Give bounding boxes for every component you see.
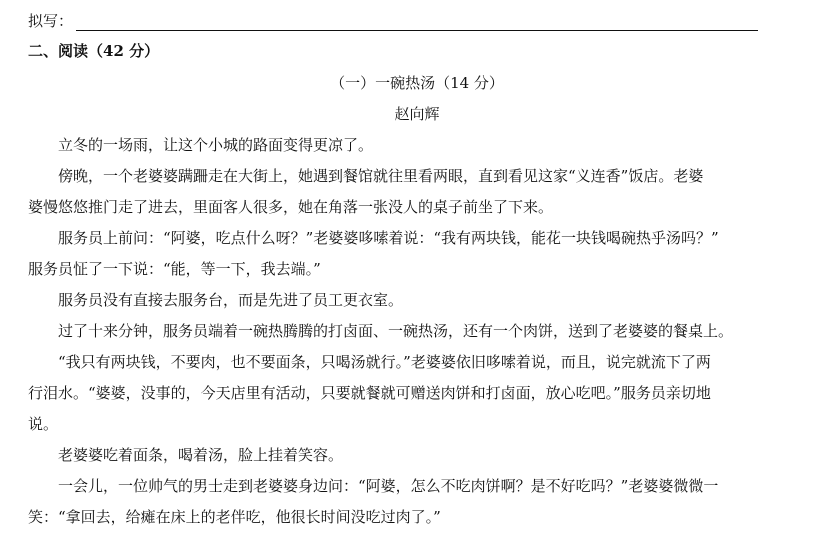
- paragraph-line: 笑：“拿回去，给瘫在床上的老伴吃，他很长时间没吃过肉了。”: [28, 508, 441, 526]
- draft-label: 拟写：: [28, 12, 74, 30]
- paragraph-line: 傍晚，一个老婆婆蹒跚走在大街上，她遇到餐馆就往里看两眼，直到看见这家“义连香”饭店。老婆: [58, 167, 704, 185]
- paragraph-line: 老婆婆吃着面条，喝着汤，脸上挂着笑容。: [58, 446, 344, 464]
- article-title: （一）一碗热汤（14 分）: [330, 74, 504, 92]
- paragraph-line: 说。: [28, 415, 59, 433]
- paragraph-line: “我只有两块钱，不要肉，也不要面条，只喝汤就行。”老婆婆依旧哆嗦着说，而且，说完就流下了两: [58, 353, 711, 371]
- article-author: 赵向辉: [394, 105, 440, 123]
- draft-row: [28, 8, 738, 34]
- paragraph-line: 服务员上前问：“阿婆，吃点什么呀？”老婆婆哆嗦着说：“我有两块钱，能花一块钱喝碗热乎汤吗？”: [58, 229, 719, 247]
- paragraph-line: 服务员没有直接去服务台，而是先进了员工更衣室。: [58, 291, 404, 309]
- paragraph-line: 服务员怔了一下说：“能，等一下，我去端。”: [28, 260, 321, 278]
- paragraph-line: 过了十来分钟，服务员端着一碗热腾腾的打卤面、一碗热汤，还有一个肉饼，送到了老婆婆的餐桌上。: [58, 322, 734, 340]
- paragraph-line: 立冬的一场雨，让这个小城的路面变得更凉了。: [58, 136, 374, 154]
- answer-blank-line: [76, 30, 758, 31]
- paragraph-line: 婆慢悠悠推门走了进去，里面客人很多，她在角落一张没人的桌子前坐了下来。: [28, 198, 554, 216]
- section-title: 二、阅读（42 分）: [28, 42, 160, 60]
- paragraph-line: 一会儿，一位帅气的男士走到老婆婆身边问：“阿婆，怎么不吃肉饼啊？是不好吃吗？”老婆婆微微一: [58, 477, 719, 495]
- paragraph-line: 行泪水。“婆婆，没事的，今天店里有活动，只要就餐就可赠送肉饼和打卤面，放心吃吧。”服务员亲切地: [28, 384, 711, 402]
